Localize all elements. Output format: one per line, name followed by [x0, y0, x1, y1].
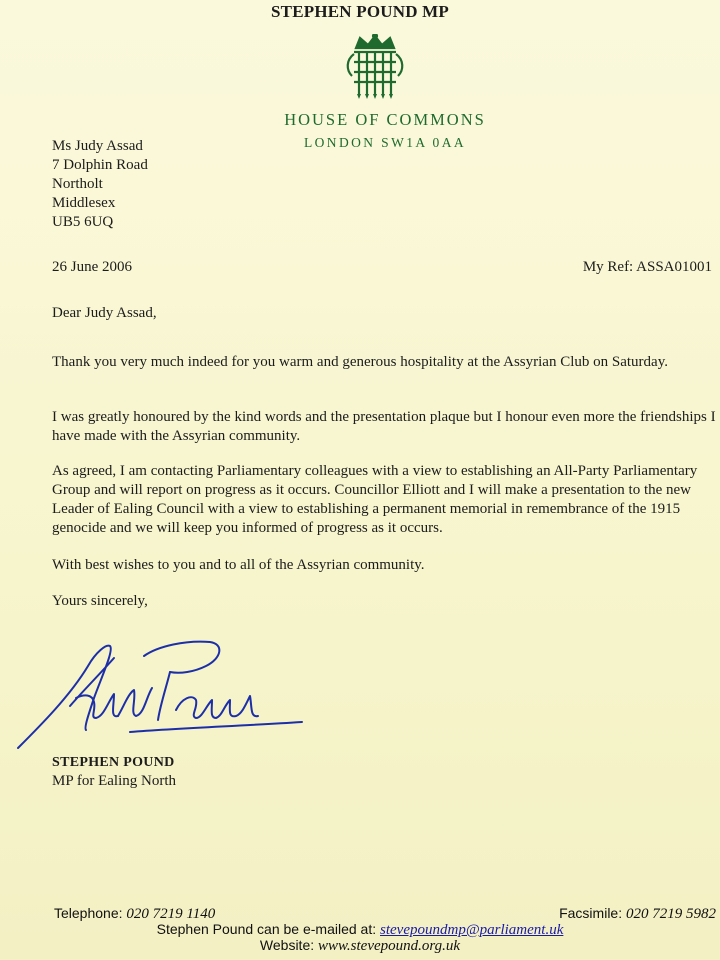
handwritten-signature [10, 636, 310, 756]
address-line: Northolt [52, 176, 103, 192]
facsimile-label: Facsimile: [559, 905, 623, 921]
website-label: Website: [259, 937, 315, 953]
email-link[interactable]: stevepoundmp@parliament.uk [380, 922, 564, 938]
body-paragraph: I was greatly honoured by the kind words and the presentation plaque but I honour even more the friendships I have made with the Assyrian community. [52, 409, 716, 444]
address-line: UB5 6UQ [52, 214, 114, 230]
institution-name: HOUSE OF COMMONS [284, 110, 486, 129]
body-paragraph: With best wishes to you and to all of the Assyrian community. [52, 557, 425, 573]
signer-name: STEPHEN POUND [52, 755, 175, 770]
salutation: Dear Judy Assad, [52, 305, 157, 321]
facsimile-number: 020 7219 5982 [626, 906, 716, 922]
reference-number: My Ref: ASSA01001 [582, 259, 712, 275]
footer-website [0, 937, 720, 955]
email-prefix: Stephen Pound can be e-mailed at: [156, 921, 377, 937]
address-line: 7 Dolphin Road [52, 157, 148, 173]
website-link[interactable]: www.stevepound.org.uk [318, 938, 461, 954]
institution-address: LONDON SW1A 0AA [304, 135, 466, 150]
signer-title: MP for Ealing North [52, 773, 177, 789]
portcullis-icon [342, 34, 408, 100]
address-line: Middlesex [52, 195, 116, 211]
closing: Yours sincerely, [52, 593, 148, 609]
body-paragraph: As agreed, I am contacting Parliamentary colleagues with a view to establishing an All-Party Parliamentary Group and will report on progress as it occurs. Councillor Elliott and I will make a presentation to the new Leader of Ealing Council with a view to establishing a permanent memorial in remembrance of the 1915 genocide and we will keep you informed of progress as it occurs. [52, 463, 698, 536]
recipient-address [52, 137, 148, 232]
telephone-label: Telephone: [54, 905, 123, 921]
sender-name: STEPHEN POUND MP [271, 2, 449, 21]
letter-date: 26 June 2006 [52, 259, 132, 275]
telephone-number: 020 7219 1140 [126, 906, 216, 922]
body-paragraph: Thank you very much indeed for you warm and generous hospitality at the Assyrian Club on Saturday. [52, 354, 668, 370]
address-line: Ms Judy Assad [52, 138, 143, 154]
